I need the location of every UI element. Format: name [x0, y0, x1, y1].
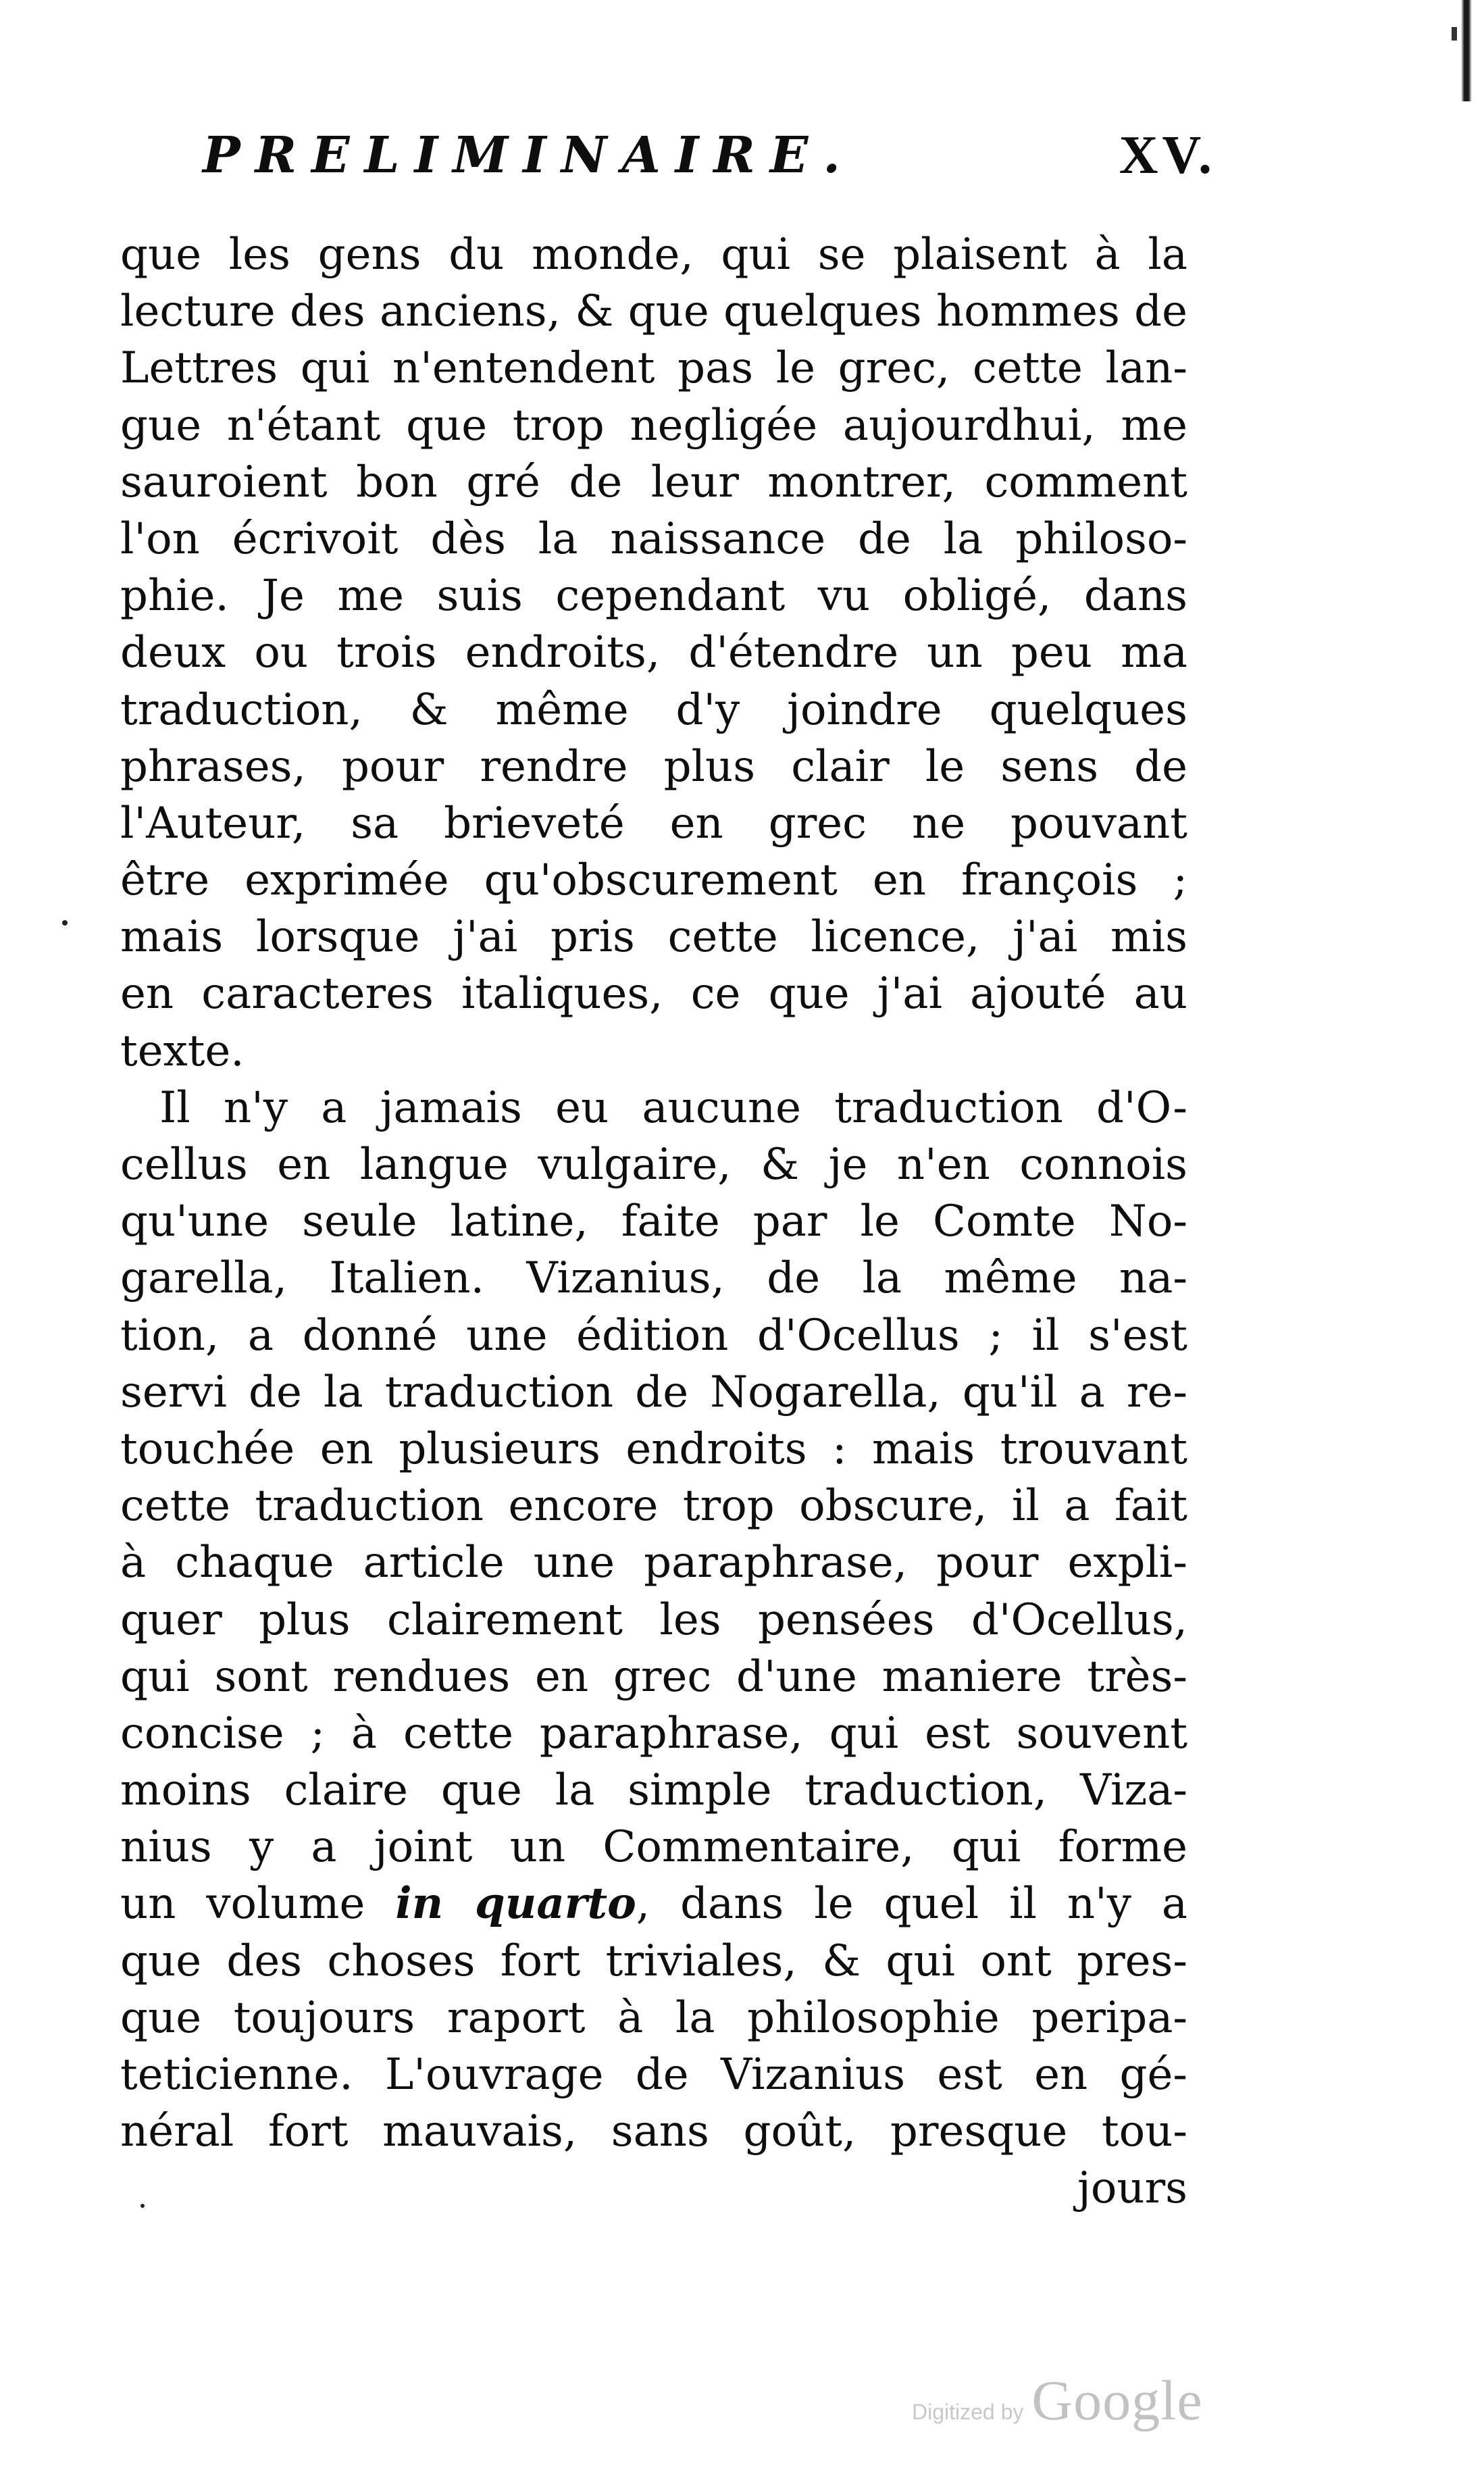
text-line: Il n'y a jamais eu aucune traduction d'O- [159, 1082, 1187, 1133]
text-line: garella, Italien. Vizanius, de la même na- [120, 1253, 1187, 1304]
text-line: teticienne. L'ouvrage de Vizanius est en gé- [120, 2050, 1187, 2100]
text-line-with-italic [120, 1875, 1187, 1932]
text-line: deux ou trois endroits, d'étendre un peu ma [120, 628, 1187, 678]
text-segment: un volume [120, 1879, 365, 1929]
text-line: quer plus clairement les pensées d'Ocellus, [120, 1594, 1187, 1645]
text-line: cette traduction encore trop obscure, il a fait [120, 1481, 1187, 1532]
page-edge-mark [1461, 0, 1472, 101]
body-text [120, 226, 1187, 2217]
catchword: jours [1077, 2163, 1187, 2214]
google-logo: Google [1031, 2369, 1203, 2432]
text-line: touchée en plusieurs endroits : mais trouvant [120, 1423, 1187, 1474]
text-line: gue n'étant que trop negligée aujourdhui, me [120, 400, 1187, 451]
text-line: moins claire que la simple traduction, Viza- [120, 1765, 1187, 1816]
text-line: Lettres qui n'entendent pas le grec, cette lan- [120, 343, 1187, 394]
running-title: PRELIMINAIRE. [203, 126, 856, 184]
text-line: cellus en langue vulgaire, & je n'en connois [120, 1140, 1187, 1190]
text-line: que les gens du monde, qui se plaisent à la [120, 230, 1187, 280]
page-number: XV. [1119, 125, 1216, 185]
digitized-by-label: Digitized by [912, 2400, 1024, 2424]
digitization-watermark [912, 2368, 1203, 2433]
text-line: traduction, & même d'y joindre quelques [120, 684, 1187, 735]
text-line: nius y a joint un Commentaire, qui forme [120, 1822, 1187, 1873]
text-line: que toujours raport à la philosophie peripa- [120, 1992, 1187, 2043]
text-line: à chaque article une paraphrase, pour expli- [120, 1538, 1187, 1588]
text-line: en caracteres italiques, ce que j'ai ajouté au [120, 969, 1187, 1019]
text-line: mais lorsque j'ai pris cette licence, j'ai mis [120, 912, 1187, 963]
italic-phrase: in quarto [395, 1878, 636, 1929]
text-line: phrases, pour rendre plus clair le sens de [120, 741, 1187, 792]
text-line: servi de la traduction de Nogarella, qu'il a re- [120, 1367, 1187, 1417]
text-line: qu'une seule latine, faite par le Comte No- [120, 1196, 1187, 1247]
text-line: sauroient bon gré de leur montrer, comment [120, 457, 1187, 507]
text-line: tion, a donné une édition d'Ocellus ; il s'est [120, 1310, 1187, 1361]
text-segment: , dans le quel il n'y a [636, 1879, 1188, 1929]
text-line: néral fort mauvais, sans goût, presque tou- [120, 2107, 1187, 2157]
ink-speck [62, 920, 68, 926]
text-line: texte. [120, 1026, 245, 1076]
running-head [203, 115, 1216, 196]
text-line: concise ; à cette paraphrase, qui est souvent [120, 1708, 1187, 1759]
text-line: phie. Je me suis cependant vu obligé, dans [120, 571, 1187, 622]
text-line: que des choses fort triviales, & qui ont pres- [120, 1936, 1187, 1986]
text-line: l'on écrivoit dès la naissance de la philoso- [120, 513, 1187, 564]
page-edge-mark-small [1452, 27, 1457, 41]
text-line: l'Auteur, sa brieveté en grec ne pouvant [120, 798, 1187, 849]
text-line: être exprimée qu'obscurement en françois ; [120, 855, 1187, 906]
text-line: lecture des anciens, & que quelques hommes de [120, 286, 1187, 337]
text-line: qui sont rendues en grec d'une maniere très- [120, 1651, 1187, 1702]
